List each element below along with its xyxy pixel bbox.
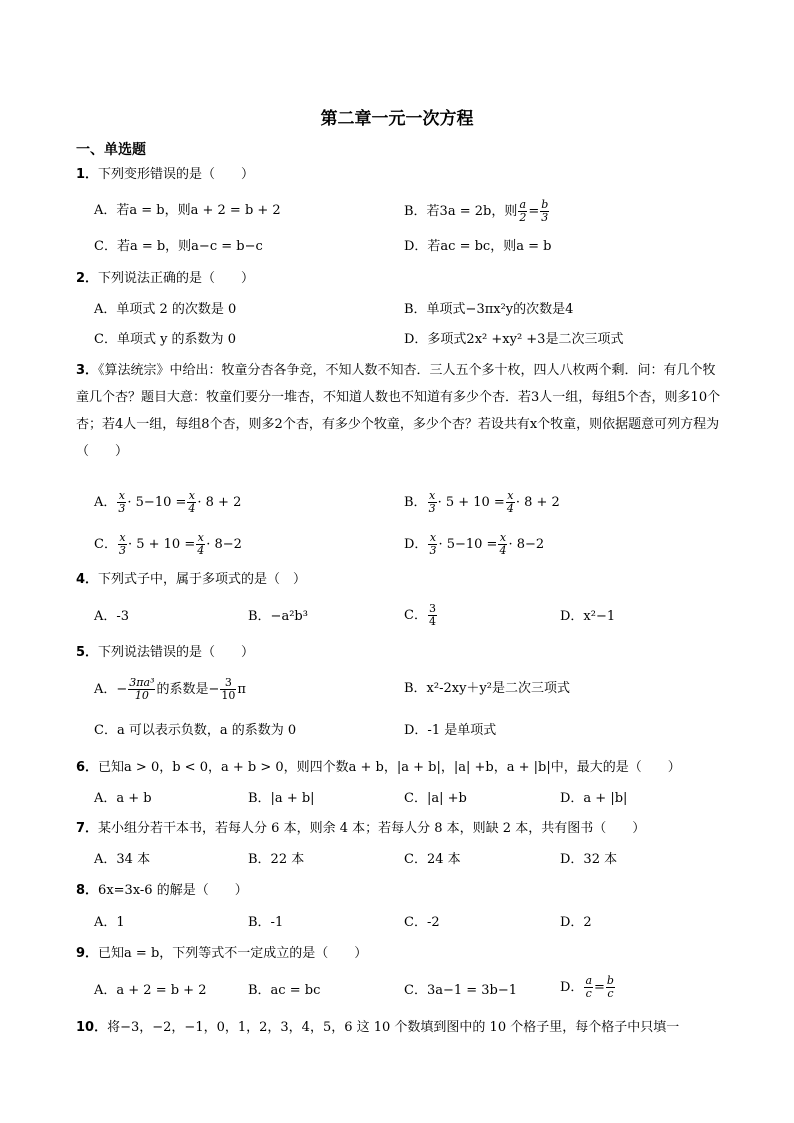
q6-option-a: A．a + b (94, 791, 152, 806)
q3-option-b: B． $\frac{x}{3}$ · 5 + 10 = $\frac{x}{4}$ · 8 + 2 (404, 489, 560, 515)
question-3: 3．《算法统宗》中给出：牧童分杏各争竞，不知人数不知杏．三人五个多十枚，四人八枚两个剩．问：有几个牧童几个杏？题目大意：牧童们要分一堆杏，不知道人数也不知道有多少个杏．若3人一组，每组5个杏，则多10个杏；若4人一组，每组8个杏，则多2个杏，有多少个牧童，多少个杏？若设共有x个牧童，则依据题意可列方程为（ ） (76, 363, 721, 459)
q1-option-b: B．若3a = 2b，则 $\frac{a}{2}$ = $\frac{b}{3}$ (404, 198, 549, 224)
q4-option-a: A．-3 (94, 609, 130, 624)
q7-option-d: D．32 本 (560, 852, 618, 867)
question-9: 9．已知a = b，下列等式不一定成立的是（ ） (76, 946, 368, 961)
question-2: 2．下列说法正确的是（ ） (76, 271, 255, 286)
q9-option-c: C．3a−1 = 3b−1 (404, 983, 518, 998)
q4-option-b: B．−a²b³ (248, 609, 308, 624)
q8-option-b: B．-1 (248, 915, 284, 930)
q3-option-a: A． $\frac{x}{3}$ · 5−10 = $\frac{x}{4}$ · 8 + 2 (94, 489, 242, 515)
q8-option-d: D．2 (560, 915, 592, 930)
q2-option-a: A．单项式 2 的次数是 0 (94, 302, 237, 317)
q9-option-d: D． $\frac{a}{c}$ = $\frac{b}{c}$ (560, 974, 614, 1000)
q6-option-d: D．a + |b| (560, 791, 628, 806)
q1-option-a: A．若a = b，则a + 2 = b + 2 (94, 203, 281, 218)
q7-option-b: B．22 本 (248, 852, 305, 867)
question-8: 8．6x=3x-6 的解是（ ） (76, 883, 248, 898)
q6-option-b: B．|a + b| (248, 791, 315, 806)
question-5: 5．下列说法错误的是（ ） (76, 645, 255, 660)
q4-option-c: C． $\frac{3}{4}$ (404, 602, 436, 628)
question-7: 7．某小组分若干本书，若每人分 6 本，则余 4 本；若每人分 8 本，则缺 2 本，共有图书（ ） (76, 821, 646, 836)
question-number: 1． (76, 167, 99, 182)
q9-option-b: B．ac = bc (248, 983, 321, 998)
q7-option-a: A．34 本 (94, 852, 151, 867)
q8-option-a: A．1 (94, 915, 125, 930)
page-title: 第二章一元一次方程 (320, 109, 474, 129)
question-text: 下列变形错误的是（ ） (98, 167, 255, 182)
question-4: 4．下列式子中，属于多项式的是（ ） (76, 572, 307, 587)
section-heading: 一、单选题 (76, 142, 146, 158)
q5-option-d: D．-1 是单项式 (404, 723, 497, 738)
question-1 (76, 161, 726, 188)
q3-option-d: D． $\frac{x}{3}$ · 5−10 = $\frac{x}{4}$ · 8−2 (404, 531, 545, 557)
q5-option-a: A．− $\frac{\text{3πa³}}{10}$ 的系数是− $\frac{3}{10}$ π (94, 676, 246, 702)
q3-option-c: C． $\frac{x}{3}$ · 5 + 10 = $\frac{x}{4}$ · 8−2 (94, 531, 242, 557)
q2-option-d: D．多项式2x² +xy² +3是二次三项式 (404, 332, 624, 347)
q5-option-b: B．x²-2xy＋y²是二次三项式 (404, 681, 570, 696)
q9-option-a: A．a + 2 = b + 2 (94, 983, 207, 998)
q7-option-c: C．24 本 (404, 852, 461, 867)
q4-option-d: D．x²−1 (560, 609, 616, 624)
q2-option-b: B．单项式−3πx²y的次数是4 (404, 302, 574, 317)
q5-option-c: C．a 可以表示负数，a 的系数为 0 (94, 723, 297, 738)
q2-option-c: C．单项式 y 的系数为 0 (94, 332, 236, 347)
q8-option-c: C．-2 (404, 915, 440, 930)
q1-option-d: D．若ac = bc，则a = b (404, 239, 552, 254)
question-10: 10．将−3，−2，−1，0，1，2，3，4，5，6 这 10 个数填到图中的 10 个格子里，每个格子中只填一 (76, 1020, 680, 1035)
question-6: 6．已知a > 0，b < 0，a + b > 0，则四个数a + b，|a + b|，|a| +b，a + |b|中，最大的是（ ） (76, 760, 681, 775)
q1-option-c: C．若a = b，则a−c = b−c (94, 239, 263, 254)
q6-option-c: C．|a| +b (404, 791, 467, 806)
